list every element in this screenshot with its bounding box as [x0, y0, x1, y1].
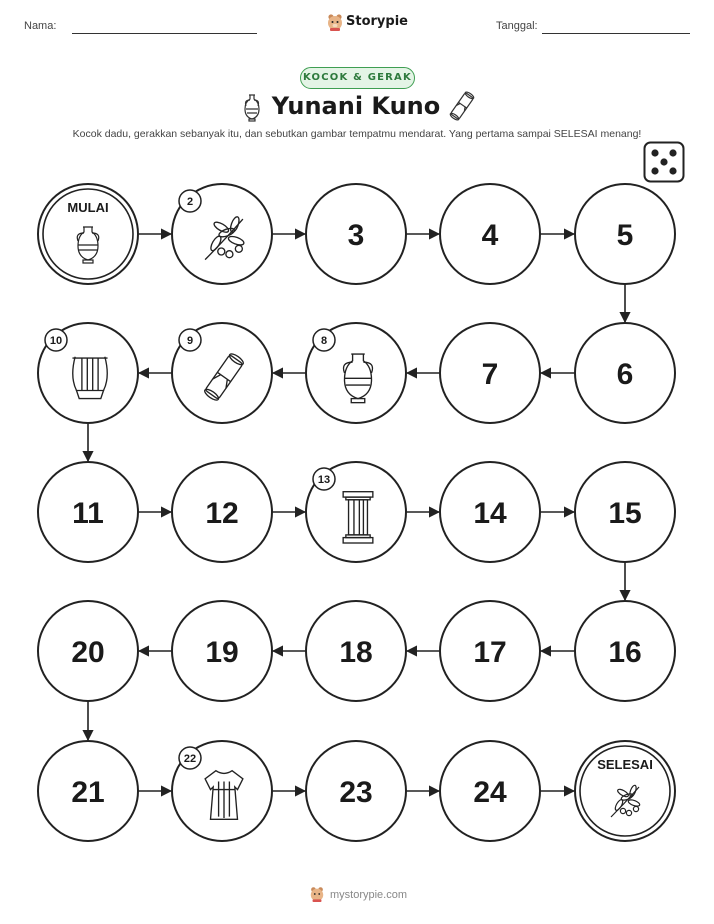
space-circle	[38, 184, 138, 284]
activity-badge: KOCOK & GERAK	[300, 67, 415, 89]
board-space-13[interactable]	[306, 462, 406, 562]
space-number: 5	[616, 219, 634, 252]
board-space-24[interactable]	[440, 741, 540, 841]
space-number: 14	[473, 497, 507, 530]
board-space-21[interactable]	[38, 741, 138, 841]
board-space-19[interactable]	[172, 601, 272, 701]
space-number: 13	[317, 474, 331, 486]
space-number: 9	[186, 335, 194, 347]
space-number: 12	[205, 497, 239, 530]
space-number: 19	[205, 636, 239, 669]
space-number: 22	[183, 753, 197, 765]
board-space-9[interactable]	[172, 323, 272, 423]
space-number: 2	[186, 196, 194, 208]
board-space-8[interactable]	[306, 323, 406, 423]
instructions-text: Kocok dadu, gerakkan sebanyak itu, dan sebutkan gambar tempatmu mendarat. Yang pertama sampai SELESAI menang!	[72, 128, 642, 140]
space-number: 16	[608, 636, 642, 669]
space-number: 23	[339, 776, 373, 809]
storypie-footer-logo-icon	[309, 886, 325, 902]
start-label: MULAI	[67, 200, 109, 215]
space-number: 24	[473, 776, 507, 809]
board-space-16[interactable]	[575, 601, 675, 701]
space-number: 6	[616, 358, 634, 391]
space-number: 20	[71, 636, 105, 669]
board-space-23[interactable]	[306, 741, 406, 841]
name-label: Nama:	[24, 20, 57, 32]
board-space-11[interactable]	[38, 462, 138, 562]
space-number: 7	[481, 358, 499, 391]
board-space-3[interactable]	[306, 184, 406, 284]
board-space-2[interactable]	[172, 184, 272, 284]
start-space[interactable]	[38, 184, 138, 284]
date-label: Tanggal:	[496, 20, 538, 32]
board-space-12[interactable]	[172, 462, 272, 562]
footer-url[interactable]: mystorypie.com	[330, 889, 408, 901]
finish-space[interactable]	[575, 741, 675, 841]
page-title: Yunani Kuno	[271, 92, 441, 120]
space-number: 3	[347, 219, 365, 252]
board-space-4[interactable]	[440, 184, 540, 284]
space-number: 15	[608, 497, 642, 530]
board-space-22[interactable]	[172, 741, 272, 841]
space-number: 21	[71, 776, 105, 809]
board-space-20[interactable]	[38, 601, 138, 701]
board-space-18[interactable]	[306, 601, 406, 701]
space-number: 4	[481, 219, 499, 252]
finish-label: SELESAI	[597, 757, 653, 772]
space-number: 8	[320, 335, 328, 347]
space-number: 18	[339, 636, 373, 669]
board-space-5[interactable]	[575, 184, 675, 284]
board-space-15[interactable]	[575, 462, 675, 562]
space-number: 11	[72, 497, 104, 530]
space-number: 10	[49, 335, 63, 347]
board-space-10[interactable]	[38, 323, 138, 423]
brand-name: Storypie	[346, 14, 408, 29]
board-space-14[interactable]	[440, 462, 540, 562]
board-space-17[interactable]	[440, 601, 540, 701]
space-number: 17	[473, 636, 507, 669]
board-space-6[interactable]	[575, 323, 675, 423]
board-space-7[interactable]	[440, 323, 540, 423]
